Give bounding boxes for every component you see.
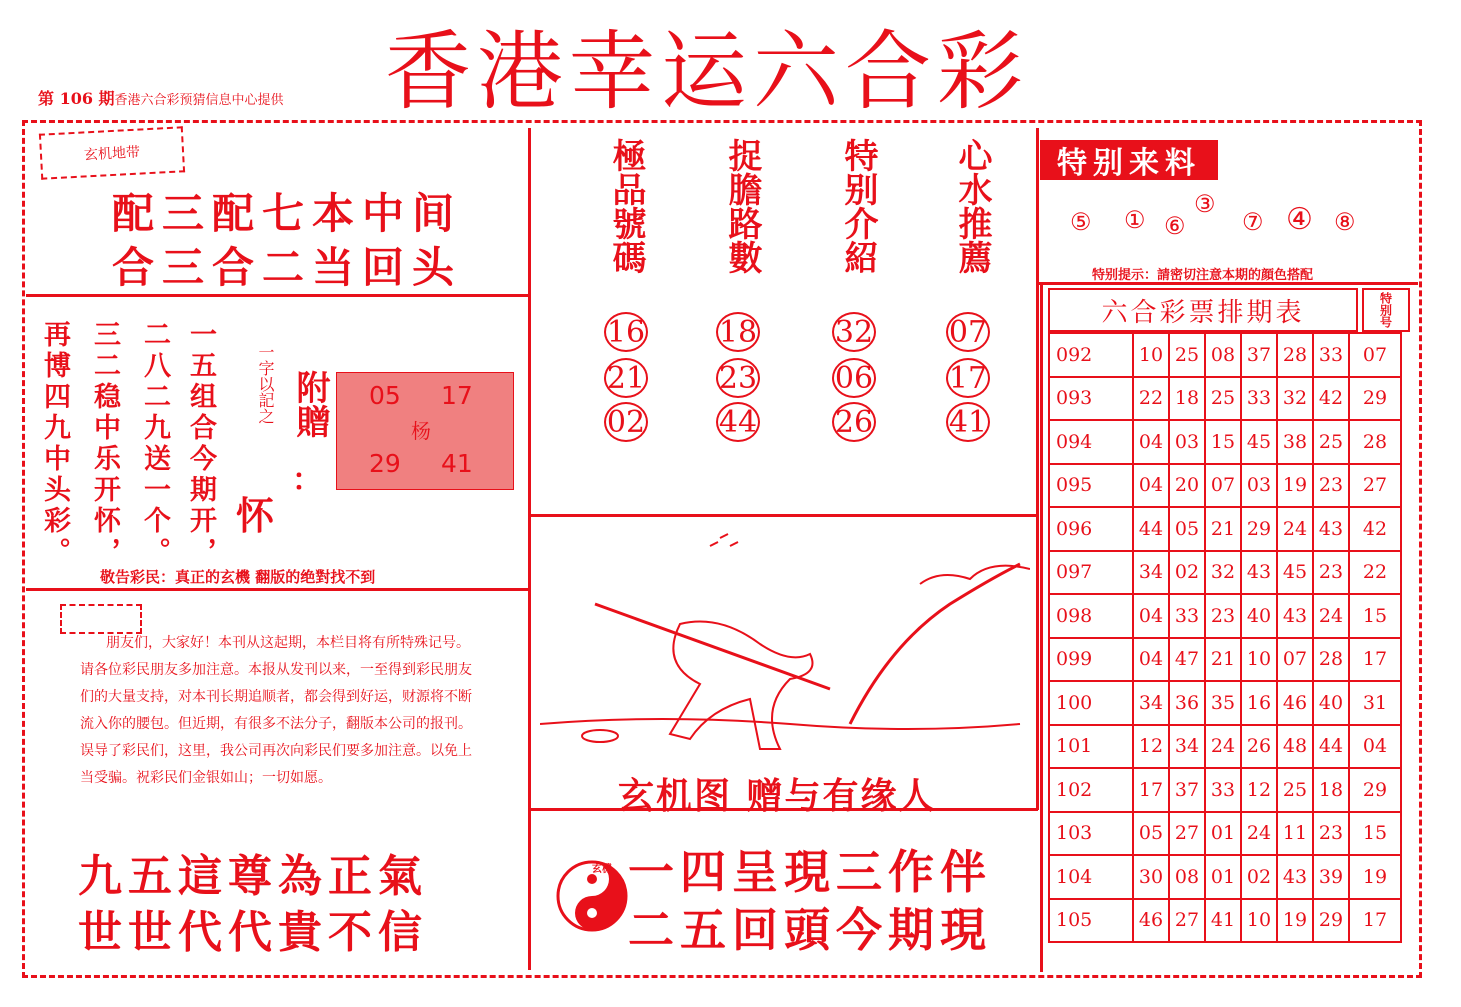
stamp-label: 玄机地带 <box>39 126 185 179</box>
number-cell: 12 <box>1241 768 1277 812</box>
table-row <box>1049 899 1401 943</box>
number-cell: 23 <box>1313 464 1349 508</box>
table-row <box>1049 638 1401 682</box>
bottom-poem-line-2: 世世代代貴不信 <box>78 907 428 958</box>
period-cell: 098 <box>1049 594 1133 638</box>
number-cell: 33 <box>1169 594 1205 638</box>
pick-ball: 18 <box>716 312 760 352</box>
number-cell: 04 <box>1133 420 1169 464</box>
table-row <box>1049 377 1401 421</box>
special-cell: 04 <box>1349 725 1401 769</box>
number-cell: 01 <box>1205 855 1241 899</box>
table-row <box>1049 551 1401 595</box>
number-cell: 23 <box>1313 551 1349 595</box>
special-cell: 17 <box>1349 638 1401 682</box>
number-cell: 08 <box>1205 333 1241 377</box>
emblem-label: 玄機 <box>592 864 612 875</box>
pick-ball: 41 <box>946 402 990 442</box>
pick-ball: 17 <box>946 358 990 398</box>
number-cell: 15 <box>1205 420 1241 464</box>
number-cell: 40 <box>1241 594 1277 638</box>
table-row <box>1049 594 1401 638</box>
table-row <box>1049 725 1401 769</box>
staff-icon <box>595 604 830 689</box>
number-cell: 42 <box>1313 377 1349 421</box>
rock-icon <box>582 730 618 742</box>
number-cell: 37 <box>1169 768 1205 812</box>
gift-num-3: 29 <box>369 449 401 478</box>
special-number: ⑥ <box>1164 212 1186 240</box>
number-cell: 20 <box>1169 464 1205 508</box>
number-cell: 02 <box>1169 551 1205 595</box>
number-cell: 39 <box>1313 855 1349 899</box>
table-row <box>1049 507 1401 551</box>
number-cell: 08 <box>1169 855 1205 899</box>
gift-box <box>336 372 514 490</box>
number-cell: 37 <box>1241 333 1277 377</box>
number-cell: 05 <box>1133 812 1169 856</box>
pick-ball: 06 <box>832 358 876 398</box>
birds-icon <box>710 534 738 546</box>
pick-ball: 02 <box>604 402 648 442</box>
number-cell: 45 <box>1241 420 1277 464</box>
number-cell: 04 <box>1133 594 1169 638</box>
number-cell: 43 <box>1277 855 1313 899</box>
number-cell: 24 <box>1241 812 1277 856</box>
divider-left <box>528 128 531 970</box>
vertical-poem-col-4: 一五组合今期开， <box>185 320 216 568</box>
number-cell: 29 <box>1313 899 1349 943</box>
schedule-special-header: 特别号 <box>1362 288 1410 332</box>
warning-text: 敬告彩民：真正的玄機 翻版的绝對找不到 <box>100 568 376 586</box>
number-cell: 04 <box>1133 464 1169 508</box>
number-cell: 19 <box>1277 899 1313 943</box>
pick-ball: 07 <box>946 312 990 352</box>
poem-line-2: 合三合二当回头 <box>112 243 463 292</box>
pick-ball: 16 <box>604 312 648 352</box>
divider-right <box>1036 128 1039 810</box>
number-cell: 34 <box>1133 551 1169 595</box>
period-cell: 102 <box>1049 768 1133 812</box>
number-cell: 45 <box>1277 551 1313 595</box>
special-hint: 特别提示：請密切注意本期的顔色搭配 <box>1092 268 1314 283</box>
divider-h1 <box>26 294 530 297</box>
number-cell: 07 <box>1205 464 1241 508</box>
number-cell: 24 <box>1313 594 1349 638</box>
number-cell: 03 <box>1241 464 1277 508</box>
number-cell: 40 <box>1313 681 1349 725</box>
number-cell: 11 <box>1277 812 1313 856</box>
special-cell: 22 <box>1349 551 1401 595</box>
period-cell: 097 <box>1049 551 1133 595</box>
special-cell: 31 <box>1349 681 1401 725</box>
special-cell: 15 <box>1349 812 1401 856</box>
special-cell: 42 <box>1349 507 1401 551</box>
table-row <box>1049 681 1401 725</box>
table-row <box>1049 855 1401 899</box>
number-cell: 16 <box>1241 681 1277 725</box>
number-cell: 48 <box>1277 725 1313 769</box>
period-cell: 105 <box>1049 899 1133 943</box>
special-number: ⑧ <box>1334 208 1356 236</box>
ground-icon <box>540 719 1020 729</box>
special-number: ⑦ <box>1242 208 1264 236</box>
number-cell: 21 <box>1205 507 1241 551</box>
number-cell: 21 <box>1205 638 1241 682</box>
pick-ball: 23 <box>716 358 760 398</box>
divider-h3 <box>530 514 1038 517</box>
special-cell: 17 <box>1349 899 1401 943</box>
bottom-poem-line-1: 九五這尊為正氣 <box>78 851 428 902</box>
special-cell: 07 <box>1349 333 1401 377</box>
special-cell: 29 <box>1349 377 1401 421</box>
number-cell: 25 <box>1277 768 1313 812</box>
gift-side-small: 一字以記之 <box>256 344 275 424</box>
divider-right2 <box>1040 282 1043 972</box>
number-cell: 46 <box>1133 899 1169 943</box>
number-cell: 32 <box>1277 377 1313 421</box>
number-cell: 38 <box>1277 420 1313 464</box>
pick-ball: 32 <box>832 312 876 352</box>
number-cell: 32 <box>1205 551 1241 595</box>
number-cell: 12 <box>1133 725 1169 769</box>
number-cell: 02 <box>1241 855 1277 899</box>
page-title: 香港幸运六合彩 <box>385 22 1029 122</box>
center-poem-line-1: 一四呈現三作伴 <box>628 845 992 899</box>
issue-number: 第 106 期 <box>38 89 115 108</box>
issue-label <box>38 86 284 109</box>
notice-paragraph: 朋友们，大家好！本刊从这起期，本栏目将有所特殊记号。请各位彩民朋友多加注意。本报从发刊以来，一至得到彩民朋友们的大量支持，对本刊长期追顺者，都会得到好运，财源将不断流入你的腰包。但近期，有很多不法分子，翻版本公司的报刊。误导了彩民们，这里，我公司再次向彩民们要多加注意。以免上当受骗。祝彩民们金银如山；一切如愿。 <box>80 635 472 786</box>
number-cell: 43 <box>1277 594 1313 638</box>
tree-trunk-icon <box>850 564 1020 724</box>
number-cell: 44 <box>1313 725 1349 769</box>
number-cell: 18 <box>1169 377 1205 421</box>
number-cell: 30 <box>1133 855 1169 899</box>
number-cell: 22 <box>1133 377 1169 421</box>
number-cell: 23 <box>1205 594 1241 638</box>
number-cell: 44 <box>1133 507 1169 551</box>
number-cell: 35 <box>1205 681 1241 725</box>
number-cell: 36 <box>1169 681 1205 725</box>
number-cell: 10 <box>1133 333 1169 377</box>
number-cell: 43 <box>1241 551 1277 595</box>
vertical-poem-col-3: 二八二九送一个。 <box>139 320 170 568</box>
number-cell: 46 <box>1277 681 1313 725</box>
number-cell: 34 <box>1169 725 1205 769</box>
special-cell: 19 <box>1349 855 1401 899</box>
number-cell: 25 <box>1205 377 1241 421</box>
poem-line-1: 配三配七本中间 <box>112 189 463 238</box>
period-cell: 100 <box>1049 681 1133 725</box>
special-number: ③ <box>1194 190 1216 218</box>
number-cell: 03 <box>1169 420 1205 464</box>
number-cell: 25 <box>1169 333 1205 377</box>
table-row <box>1049 464 1401 508</box>
figure-icon <box>670 622 813 750</box>
period-cell: 096 <box>1049 507 1133 551</box>
number-cell: 07 <box>1277 638 1313 682</box>
column-title-1: 極品號碼 <box>606 138 646 274</box>
illustration-caption: 玄机图 赠与有缘人 <box>618 776 937 817</box>
special-number: ④ <box>1286 202 1313 237</box>
gift-num-1: 05 <box>369 381 401 410</box>
schedule-table <box>1048 332 1402 943</box>
number-cell: 29 <box>1241 507 1277 551</box>
number-cell: 19 <box>1277 464 1313 508</box>
gift-mid: 杨 <box>411 419 431 443</box>
number-cell: 41 <box>1205 899 1241 943</box>
column-title-4: 心水推薦 <box>952 138 992 274</box>
number-cell: 33 <box>1205 768 1241 812</box>
special-cell: 15 <box>1349 594 1401 638</box>
special-cell: 28 <box>1349 420 1401 464</box>
gift-char: 怀 <box>236 494 275 538</box>
period-cell: 103 <box>1049 812 1133 856</box>
gift-colon: ： <box>292 463 322 498</box>
number-cell: 34 <box>1133 681 1169 725</box>
schedule-title: 六合彩票排期表 <box>1048 288 1358 332</box>
gift-num-4: 41 <box>441 449 473 478</box>
number-cell: 10 <box>1241 638 1277 682</box>
column-title-3: 特别介紹 <box>838 138 878 274</box>
gift-side-big: 附贈 <box>290 370 330 438</box>
table-row <box>1049 333 1401 377</box>
table-row <box>1049 768 1401 812</box>
number-cell: 27 <box>1169 899 1205 943</box>
special-heading: 特别来料 <box>1040 140 1218 180</box>
provider-text: 香港六合彩预猜信息中心提供 <box>114 93 284 108</box>
number-cell: 25 <box>1313 420 1349 464</box>
number-cell: 24 <box>1277 507 1313 551</box>
period-cell: 101 <box>1049 725 1133 769</box>
period-cell: 094 <box>1049 420 1133 464</box>
special-number: ⑤ <box>1070 208 1092 236</box>
number-cell: 28 <box>1277 333 1313 377</box>
column-title-2: 捉膽路數 <box>722 138 762 274</box>
period-cell: 092 <box>1049 333 1133 377</box>
number-cell: 10 <box>1241 899 1277 943</box>
divider-h2 <box>26 588 530 591</box>
table-row <box>1049 420 1401 464</box>
vertical-poem-col-1: 再博四九中头彩。 <box>39 320 70 568</box>
special-cell: 27 <box>1349 464 1401 508</box>
number-cell: 27 <box>1169 812 1205 856</box>
number-cell: 28 <box>1313 638 1349 682</box>
pick-ball: 21 <box>604 358 648 398</box>
center-poem-line-2: 二五回頭今期現 <box>628 903 992 957</box>
number-cell: 23 <box>1313 812 1349 856</box>
vertical-poem-col-2: 三二稳中乐开怀， <box>89 320 120 568</box>
illustration <box>540 524 1030 754</box>
number-cell: 24 <box>1205 725 1241 769</box>
period-cell: 095 <box>1049 464 1133 508</box>
period-cell: 099 <box>1049 638 1133 682</box>
number-cell: 05 <box>1169 507 1205 551</box>
number-cell: 01 <box>1205 812 1241 856</box>
special-number: ① <box>1124 206 1146 234</box>
number-cell: 33 <box>1241 377 1277 421</box>
number-cell: 04 <box>1133 638 1169 682</box>
period-cell: 104 <box>1049 855 1133 899</box>
pick-ball: 26 <box>832 402 876 442</box>
number-cell: 43 <box>1313 507 1349 551</box>
number-cell: 26 <box>1241 725 1277 769</box>
special-cell: 29 <box>1349 768 1401 812</box>
table-row <box>1049 812 1401 856</box>
period-cell: 093 <box>1049 377 1133 421</box>
gift-num-2: 17 <box>441 381 473 410</box>
number-cell: 17 <box>1133 768 1169 812</box>
pick-ball: 44 <box>716 402 760 442</box>
number-cell: 33 <box>1313 333 1349 377</box>
number-cell: 18 <box>1313 768 1349 812</box>
number-cell: 47 <box>1169 638 1205 682</box>
